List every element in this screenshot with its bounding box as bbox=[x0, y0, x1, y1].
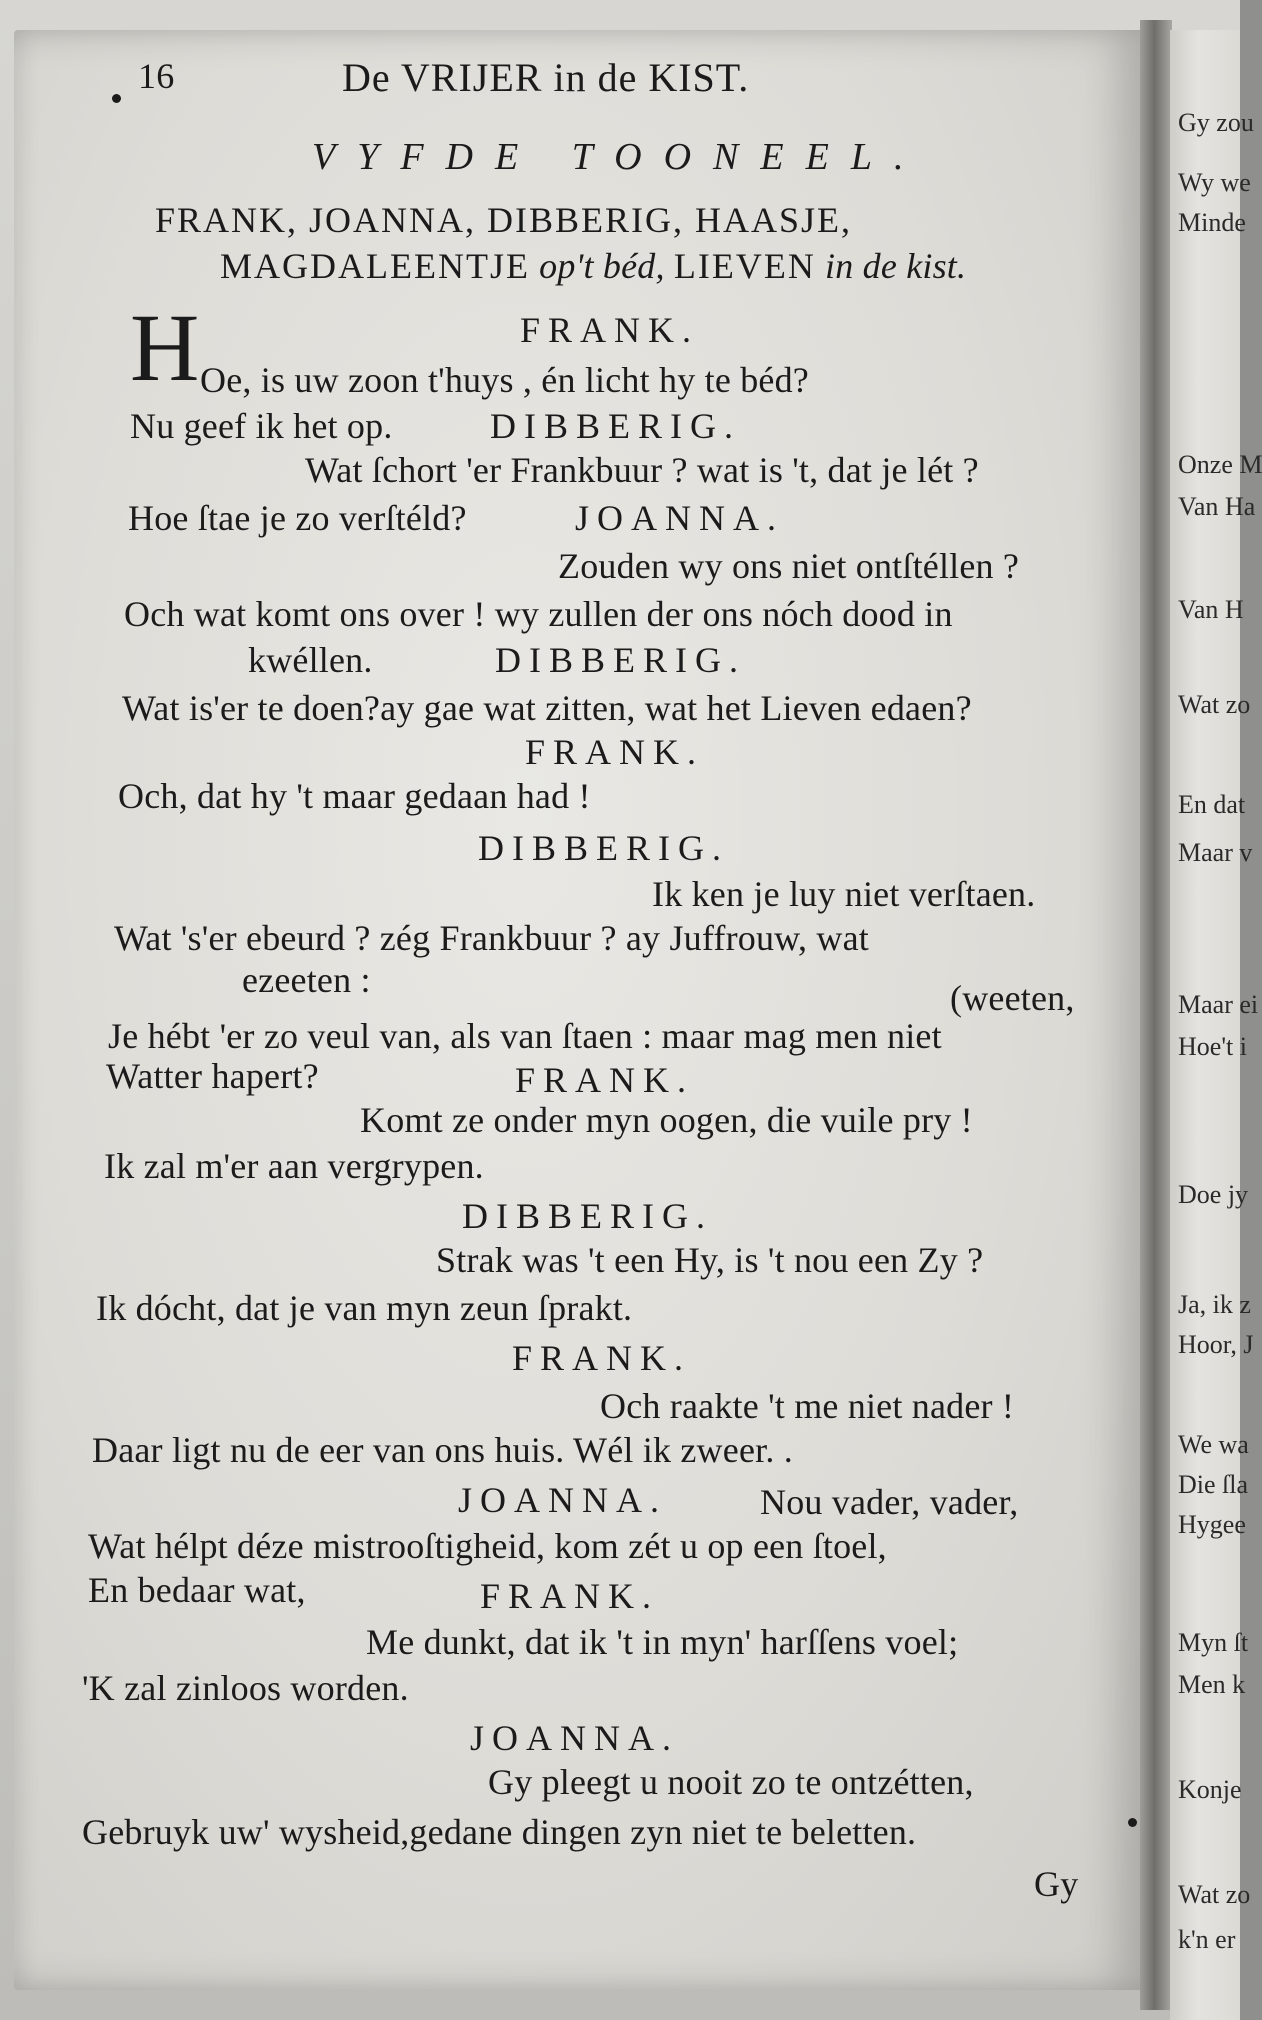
right-page-fragment: Hoe't i bbox=[1178, 1032, 1247, 1061]
right-page-fragment: Wat zo bbox=[1178, 690, 1251, 719]
speaker-name: DIBBERIG. bbox=[478, 828, 729, 868]
stage-direction: op't béd, bbox=[539, 246, 665, 286]
speaker-name: JOANNA. bbox=[458, 1480, 667, 1520]
speaker-name: FRANK. bbox=[512, 1338, 692, 1378]
verse-line: Gebruyk uw' wysheid,gedane dingen zyn niet te beletten. bbox=[82, 1812, 917, 1852]
verse-line: Gy pleegt u nooit zo te ontzétten, bbox=[488, 1762, 974, 1802]
verse-line: ezeeten : bbox=[242, 960, 371, 1000]
speaker-name: DIBBERIG. bbox=[495, 640, 746, 680]
verse-line: kwéllen. bbox=[248, 640, 373, 680]
right-page-fragment: Maar ei bbox=[1178, 990, 1259, 1019]
right-page-fragment: Doe jy bbox=[1178, 1180, 1249, 1209]
ink-dot bbox=[1128, 1818, 1137, 1827]
right-page-fragment: Van H bbox=[1178, 595, 1244, 624]
speaker-name: FRANK. bbox=[480, 1576, 660, 1616]
verse-line: Komt ze onder myn oogen, die vuile pry ! bbox=[360, 1100, 973, 1140]
right-page-fragment: Konje bbox=[1178, 1775, 1242, 1804]
right-page-sliver bbox=[1170, 30, 1262, 2020]
verse-line: Watter hapert? bbox=[106, 1056, 319, 1096]
right-page-fragment: Men k bbox=[1178, 1670, 1246, 1699]
catchword: Gy bbox=[1034, 1864, 1079, 1904]
cast-line-2 bbox=[220, 248, 966, 284]
verse-line: Wat ſchort 'er Frankbuur ? wat is 't, dat je lét ? bbox=[305, 450, 979, 490]
right-page-fragment: k'n er bbox=[1178, 1925, 1236, 1954]
speaker-name: DIBBERIG. bbox=[490, 406, 741, 446]
speaker-name: FRANK. bbox=[515, 1060, 695, 1100]
speaker-name: FRANK. bbox=[525, 732, 705, 772]
right-page-fragment: Die ſla bbox=[1178, 1470, 1249, 1499]
drop-cap: H bbox=[130, 294, 200, 401]
speaker-name: JOANNA. bbox=[575, 498, 784, 538]
verse-line: Je hébt 'er zo veul van, als van ſtaen : maar mag men niet bbox=[108, 1016, 942, 1056]
cast-name: LIEVEN bbox=[673, 246, 816, 286]
verse-line: Wat hélpt déze mistrooſtigheid, kom zét u op een ſtoel, bbox=[88, 1526, 887, 1566]
verse-line: Och, dat hy 't maar gedaan had ! bbox=[118, 776, 591, 816]
right-page-fragment: Onze M bbox=[1178, 450, 1262, 479]
cast-name: MAGDALEENTJE bbox=[220, 246, 530, 286]
verse-line: Ik zal m'er aan vergrypen. bbox=[104, 1146, 484, 1186]
right-page-fragment: Maar v bbox=[1178, 838, 1253, 867]
right-page-fragment: Minde bbox=[1178, 208, 1246, 237]
verse-line: Zouden wy ons niet ontſtéllen ? bbox=[558, 546, 1020, 586]
speaker-name: FRANK. bbox=[520, 310, 700, 350]
verse-line: Och wat komt ons over ! wy zullen der ons nóch dood in bbox=[124, 594, 953, 634]
scene-heading: VYFDE TOONEEL. bbox=[312, 136, 926, 178]
right-page-fragment: Hoor, J bbox=[1178, 1330, 1254, 1359]
page-number: 16 bbox=[138, 56, 175, 96]
verse-line: Ik ken je luy niet verſtaen. bbox=[652, 874, 1036, 914]
right-page-fragment: Ja, ik z bbox=[1178, 1290, 1251, 1319]
right-page-fragment: Hygee bbox=[1178, 1510, 1246, 1539]
right-page-fragment: Myn ſt bbox=[1178, 1628, 1249, 1657]
stage-direction: in de kist. bbox=[825, 246, 967, 286]
verse-line: Hoe ſtae je zo verſtéld? bbox=[128, 498, 467, 538]
running-header: De VRIJER in de KIST. bbox=[342, 55, 750, 100]
right-page-fragment: Gy zou bbox=[1178, 108, 1254, 137]
right-page-fragment: En dat bbox=[1178, 790, 1246, 819]
verse-line: Nu geef ik het op. bbox=[130, 406, 393, 446]
cast-line: FRANK, JOANNA, DIBBERIG, HAASJE, bbox=[155, 200, 853, 240]
verse-line: (weeten, bbox=[950, 978, 1075, 1018]
verse-line: Wat 's'er ebeurd ? zég Frankbuur ? ay Juffrouw, wat bbox=[114, 918, 870, 958]
verse-line: Wat is'er te doen?ay gae wat zitten, wat het Lieven edaen? bbox=[122, 688, 972, 728]
verse-line: Och raakte 't me niet nader ! bbox=[600, 1386, 1015, 1426]
verse-line: Daar ligt nu de eer van ons huis. Wél ik zweer. . bbox=[92, 1430, 793, 1470]
verse-line: 'K zal zinloos worden. bbox=[82, 1668, 409, 1708]
speaker-name: DIBBERIG. bbox=[462, 1196, 713, 1236]
verse-line: Ik dócht, dat je van myn zeun ſprakt. bbox=[96, 1288, 633, 1328]
verse-line: En bedaar wat, bbox=[88, 1570, 306, 1610]
right-page-fragment: Wat zo bbox=[1178, 1880, 1251, 1909]
verse-line: Oe, is uw zoon t'huys , én licht hy te béd? bbox=[200, 360, 809, 400]
verse-line: Me dunkt, dat ik 't in myn' harſſens voel; bbox=[366, 1622, 959, 1662]
verse-line: Nou vader, vader, bbox=[760, 1482, 1019, 1522]
verse-line: Strak was 't een Hy, is 't nou een Zy ? bbox=[436, 1240, 984, 1280]
right-page-fragment: We wa bbox=[1178, 1430, 1249, 1459]
ink-dot bbox=[112, 94, 121, 103]
right-page-fragment: Wy we bbox=[1178, 168, 1251, 197]
speaker-name: JOANNA. bbox=[470, 1718, 679, 1758]
right-page-fragment: Van Ha bbox=[1178, 492, 1256, 521]
